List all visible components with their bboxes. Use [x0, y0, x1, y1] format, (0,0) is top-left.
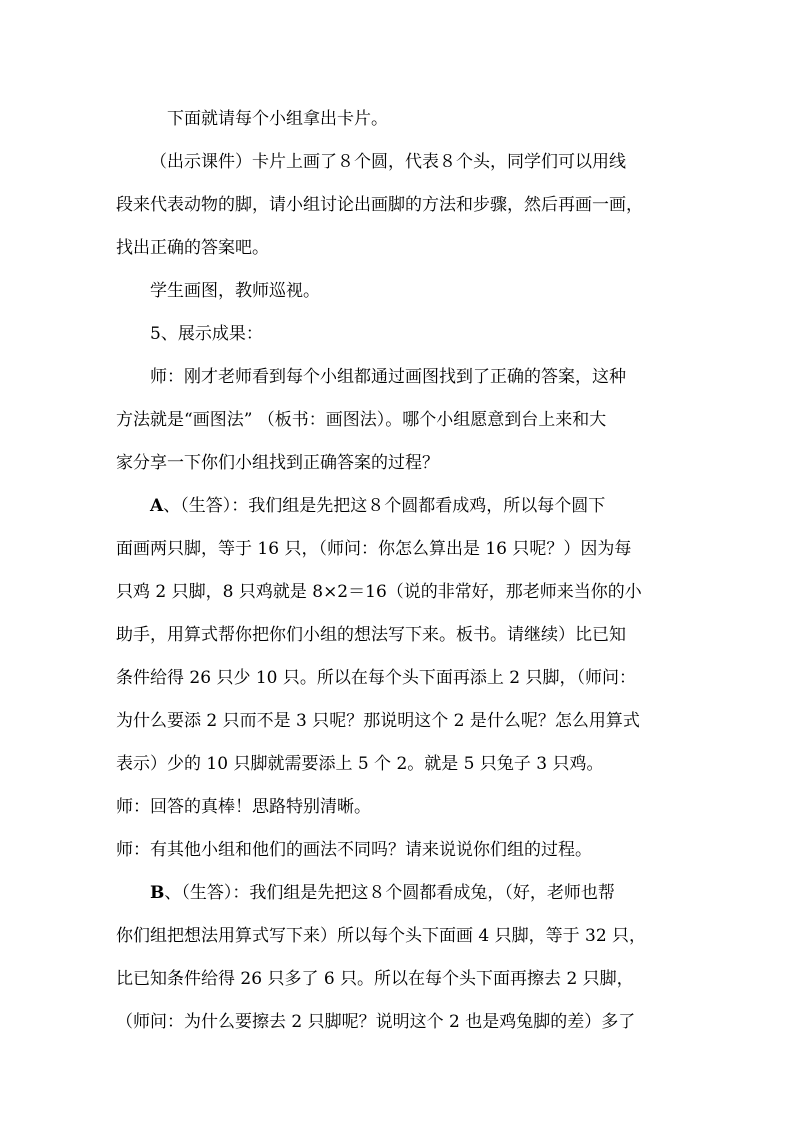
answer-b-line-1 — [150, 882, 615, 904]
text-line-9: 家分享一下你们小组找到正确答案的过程？ — [116, 453, 439, 473]
text-line-2: （出示课件）卡片上画了８个圆，代表８个头，同学们可以用线 — [150, 152, 626, 172]
answer-a-line-7: 表示）少的 10 只脚就需要添上 5 个 2。就是 5 只兔子 3 只鸡。 — [116, 754, 604, 774]
answer-a-line-1 — [150, 495, 605, 517]
answer-b-marker: B — [150, 883, 165, 903]
answer-b-line-3: 比已知条件给得 26 只多了 6 只。所以在每个头下面再擦去 2 只脚， — [116, 969, 634, 989]
answer-b-line-2: 你们组把想法用算式写下来）所以每个头下面画 4 只脚，等于 32 只， — [116, 926, 647, 946]
teacher-comment-1: 师：回答的真棒！思路特别清晰。 — [116, 797, 371, 817]
text-line-5: 学生画图，教师巡视。 — [150, 281, 320, 301]
answer-a-marker: A — [150, 496, 164, 516]
text-line-4: 找出正确的答案吧。 — [116, 238, 269, 258]
answer-a-line-5: 条件给得 26 只少 10 只。所以在每个头下面再添上 2 只脚，（师问： — [116, 668, 637, 688]
answer-a-line-2: 面画两只脚，等于 16 只，（师问：你怎么算出是 16 只呢？）因为每 — [116, 539, 632, 559]
answer-a-text: 、（生答）：我们组是先把这８个圆都看成鸡，所以每个圆下 — [163, 496, 606, 516]
answer-b-text: 、（生答）：我们组是先把这８个圆都看成兔，（好，老师也帮 — [164, 883, 615, 903]
section-heading: 5、展示成果： — [150, 324, 263, 344]
teacher-comment-2: 师：有其他小组和他们的画法不同吗？请来说说你们组的过程。 — [116, 840, 592, 860]
text-line-3: 段来代表动物的脚，请小组讨论出画脚的方法和步骤，然后再画一画， — [116, 195, 643, 215]
answer-a-line-3: 只鸡 2 只脚，8 只鸡就是 8×2＝16（说的非常好，那老师来当你的小 — [116, 582, 642, 602]
text-line-8: 方法就是“画图法” （板书：画图法）。哪个小组愿意到台上来和大 — [116, 410, 607, 430]
answer-b-line-4: （师问：为什么要擦去 2 只脚呢？说明这个 2 也是鸡兔脚的差）多了 — [116, 1012, 636, 1032]
answer-a-line-4: 助手，用算式帮你把你们小组的想法写下来。板书。请继续）比已知 — [116, 625, 626, 645]
text-line-7: 师：刚才老师看到每个小组都通过画图找到了正确的答案，这种 — [150, 367, 626, 387]
answer-a-line-6: 为什么要添 2 只而不是 3 只呢？那说明这个 2 是什么呢？怎么用算式 — [116, 711, 640, 731]
text-line-1: 下面就请每个小组拿出卡片。 — [167, 109, 388, 129]
